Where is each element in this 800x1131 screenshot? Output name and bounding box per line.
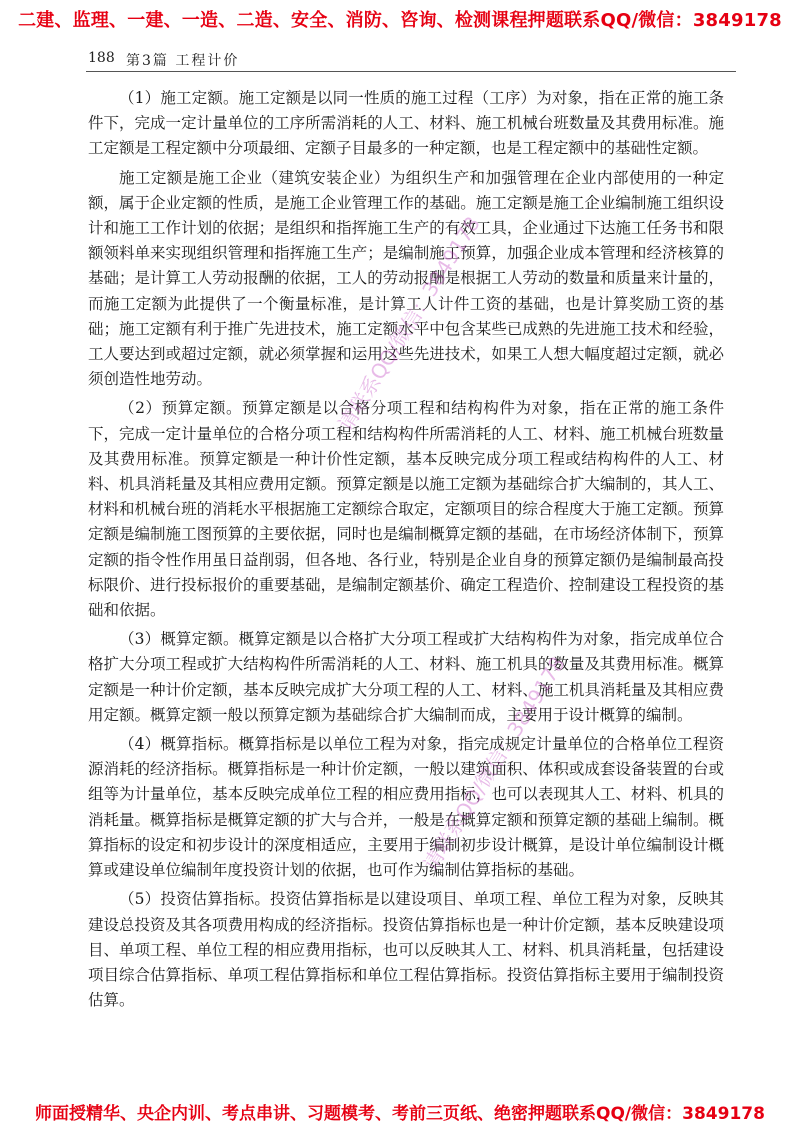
paragraph-construction-quota: （1）施工定额。施工定额是以同一性质的施工过程（工序）为对象，指在正常的施工条件下，完成一定计量单位的工序所需消耗的人工、材料、施工机械台班数量及其费用标准。施工定额是工程定额中分项最细、定额子目最多的一种定额，也是工程定额中的基础性定额。 bbox=[88, 89, 724, 158]
paragraph-estimate-quota: （3）概算定额。概算定额是以合格扩大分项工程或扩大结构构件为对象，指完成单位合格扩大分项工程或扩大结构构件所需消耗的人工、材料、施工机具的数量及其费用标准。概算定额是一种计价定额，基本反映完成扩大分项工程的人工、材料、施工机具消耗量及其相应费用定额。概算定额一般以预算定额为基础综合扩大编制而成，主要用于设计概算的编制。 bbox=[88, 630, 724, 724]
watermark: 请联系QQ/微信：3849178 bbox=[333, 212, 485, 435]
header-rule bbox=[86, 71, 736, 72]
paragraph-estimate-index: （4）概算指标。概算指标是以单位工程为对象，指完成规定计量单位的合格单位工程资源消耗的经济指标。概算指标是一种计价定额，一般以建筑面积、体积或成套设备装置的台或组等为计量单位，基本反映完成单位工程的相应费用指标，也可以表现其人工、材料、机具的消耗量。概算指标是概算定额的扩大与合并，一般是在概算定额和预算定额的基础上编制。概算指标的设定和初步设计的深度相适应，主要用于编制初步设计概算，是设计单位编制设计概算或建设单位编制年度投资计划的依据，也可作为编制估算指标的基础。 bbox=[88, 735, 724, 880]
watermark: 请联系QQ/微信：3849178 bbox=[418, 652, 570, 875]
page-header bbox=[88, 50, 724, 70]
top-banner: 二建、监理、一建、一造、二造、安全、消防、咨询、检测课程押题联系QQ/微信：3849178 bbox=[18, 10, 782, 31]
paragraph-investment-index: （5）投资估算指标。投资估算指标是以建设项目、单项工程、单位工程为对象，反映其建设总投资及其各项费用构成的经济指标。投资估算指标也是一种计价定额，基本反映建设项目、单项工程、单位工程的相应费用指标，也可以反映其人工、材料、机具消耗量，包括建设项目综合估算指标、单项工程估算指标和单位工程估算指标。投资估算指标主要用于编制投资估算。 bbox=[88, 890, 724, 1010]
paragraph-budget-quota: （2）预算定额。预算定额是以合格分项工程和结构构件为对象，指在正常的施工条件下，完成一定计量单位的合格分项工程和结构构件所需消耗的人工、材料、施工机械台班数量及其费用标准。预算定额是一种计价性定额，基本反映完成分项工程或结构构件的人工、材料、机具消耗量及其相应费用定额。预算定额是以施工定额为基础综合扩大编制的，其人工、材料和机械台班的消耗水平根据施工定额综合取定，定额项目的综合程度大于施工定额。预算定额是编制施工图预算的主要依据，同时也是编制概算定额的基础，在市场经济体制下，预算定额的指令性作用虽日益削弱，但各地、各行业，特别是企业自身的预算定额仍是编制最高投标限价、进行投标报价的重要基础，是编制定额基价、确定工程造价、控制建设工程投资的基础和依据。 bbox=[88, 399, 724, 620]
bottom-banner: 师面授精华、央企内训、考点串讲、习题模考、考前三页纸、绝密押题联系QQ/微信：3849178 bbox=[35, 1104, 765, 1124]
page-number: 188 bbox=[88, 50, 115, 66]
paragraph-construction-quota-role: 施工定额是施工企业（建筑安装企业）为组织生产和加强管理在企业内部使用的一种定额，属于企业定额的性质，是施工企业管理工作的基础。施工定额是施工企业编制施工组织设计和施工工作计划的依据；是组织和指挥施工生产的有效工具，企业通过下达施工任务书和限额领料单来实现组织管理和指挥施工生产；是编制施工预算，加强企业成本管理和经济核算的基础；是计算工人劳动报酬的依据，工人的劳动报酬是根据工人劳动的数量和质量来计量的，而施工定额为此提供了一个衡量标准，是计算工人计件工资的基础，也是计算奖励工资的基础；施工定额有利于推广先进技术，施工定额水平中包含某些已成熟的先进施工技术和经验，工人要达到或超过定额，就必须掌握和运用这些先进技术，如果工人想大幅度超过定额，就必须创造性地劳动。 bbox=[88, 168, 724, 389]
body-text bbox=[88, 86, 724, 1017]
running-title: 第3篇 工程计价 bbox=[126, 53, 240, 69]
